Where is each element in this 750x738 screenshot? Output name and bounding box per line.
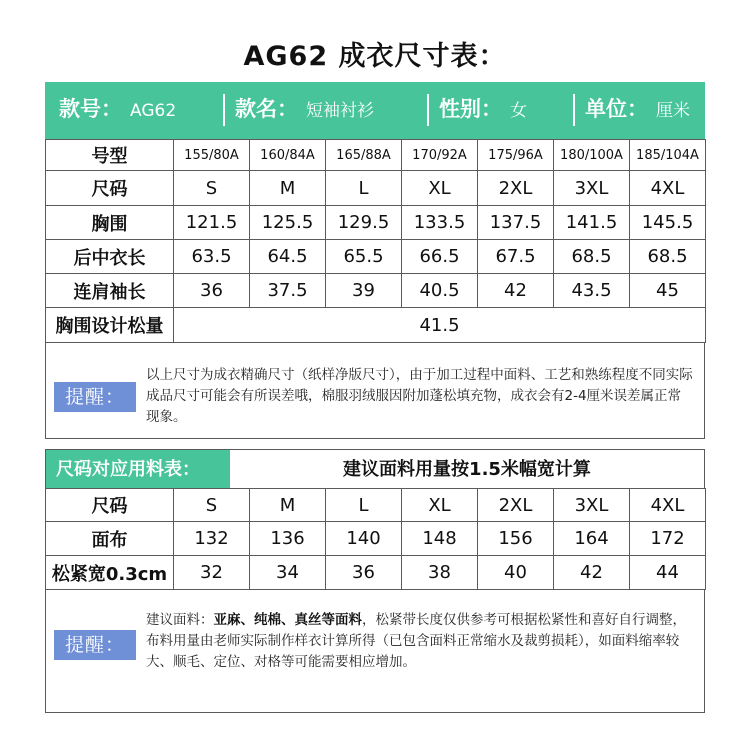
row-header: 号型 <box>46 140 174 171</box>
style-number-key: 款号： <box>59 97 122 121</box>
style-name-key: 款名： <box>235 97 298 121</box>
table-row <box>46 140 706 171</box>
fabric-header-bar <box>45 449 705 489</box>
table-cell: 156 <box>478 522 554 556</box>
table-cell: 170/92A <box>402 140 478 171</box>
table-cell: 66.5 <box>402 240 478 274</box>
table-row <box>46 522 706 556</box>
note-box <box>45 342 705 439</box>
table-cell: 2XL <box>478 489 554 522</box>
style-number-value: AG62 <box>130 101 177 121</box>
row-header: 胸围 <box>46 206 174 240</box>
ease-value: 41.5 <box>174 308 706 343</box>
table-cell: 40 <box>478 556 554 590</box>
reminder-badge: 提醒： <box>54 630 136 660</box>
note-prefix: 建议面料： <box>146 612 214 628</box>
unit-key: 单位： <box>585 97 648 121</box>
table-cell: 125.5 <box>250 206 326 240</box>
table-cell: 36 <box>326 556 402 590</box>
table-cell: 165/88A <box>326 140 402 171</box>
table-cell: 180/100A <box>554 140 630 171</box>
fabric-width-note: 建议面料用量按1.5米幅宽计算 <box>343 459 591 480</box>
table-cell: 133.5 <box>402 206 478 240</box>
table-row <box>46 171 706 206</box>
table-cell: L <box>326 171 402 206</box>
table-cell: 34 <box>250 556 326 590</box>
table-cell: L <box>326 489 402 522</box>
table-cell: 39 <box>326 274 402 308</box>
table-cell: 44 <box>630 556 706 590</box>
table-cell: S <box>174 489 250 522</box>
table-cell: 137.5 <box>478 206 554 240</box>
table-cell: 129.5 <box>326 206 402 240</box>
table-cell: 64.5 <box>250 240 326 274</box>
table-cell: M <box>250 171 326 206</box>
table-cell: 155/80A <box>174 140 250 171</box>
table-cell: 38 <box>402 556 478 590</box>
table-cell: XL <box>402 171 478 206</box>
gender-key: 性别： <box>439 97 502 121</box>
gender-value: 女 <box>510 101 527 121</box>
table-cell: 68.5 <box>630 240 706 274</box>
fabric-table <box>45 488 706 590</box>
recommended-fabrics: 亚麻、纯棉、真丝等面料 <box>213 612 362 628</box>
table-cell: 175/96A <box>478 140 554 171</box>
table-cell: 121.5 <box>174 206 250 240</box>
table-cell: 40.5 <box>402 274 478 308</box>
row-header: 面布 <box>46 522 174 556</box>
row-header: 尺码 <box>46 171 174 206</box>
unit-value: 厘米 <box>656 101 690 121</box>
table-row <box>46 489 706 522</box>
style-name <box>235 93 374 126</box>
style-name-value: 短袖衬衫 <box>306 101 374 121</box>
note-text <box>146 610 694 673</box>
note-body: ，松紧带长度仅供参考可根据松紧性和喜好自行调整，布料用量由老师实际制作样衣计算所得（已包含面料正常缩水及裁剪损耗），如面料缩率较大、顺毛、定位、对格等可能需要相应增加。 <box>146 612 686 670</box>
page-title: AG62 成衣尺寸表： <box>243 41 507 72</box>
row-header: 连肩袖长 <box>46 274 174 308</box>
table-cell: 4XL <box>630 171 706 206</box>
table-cell: 2XL <box>478 171 554 206</box>
table-cell: 148 <box>402 522 478 556</box>
table-row <box>46 308 706 343</box>
table-row <box>46 240 706 274</box>
table-cell: 42 <box>554 556 630 590</box>
table-cell: 45 <box>630 274 706 308</box>
table-cell: 3XL <box>554 171 630 206</box>
table-row <box>46 206 706 240</box>
note-box <box>45 590 705 713</box>
row-header: 胸围设计松量 <box>46 308 174 343</box>
table-cell: 4XL <box>630 489 706 522</box>
unit <box>585 93 690 126</box>
fabric-table-tag: 尺码对应用料表： <box>46 450 230 489</box>
size-table <box>45 139 706 343</box>
table-cell: 67.5 <box>478 240 554 274</box>
reminder-badge: 提醒： <box>54 382 136 412</box>
header-divider <box>223 94 225 126</box>
table-cell: 68.5 <box>554 240 630 274</box>
header-divider <box>427 94 429 126</box>
table-cell: 37.5 <box>250 274 326 308</box>
table-cell: 164 <box>554 522 630 556</box>
table-cell: 43.5 <box>554 274 630 308</box>
table-cell: 63.5 <box>174 240 250 274</box>
row-header: 松紧宽0.3cm <box>46 556 174 590</box>
table-cell: S <box>174 171 250 206</box>
header-divider <box>573 94 575 126</box>
product-header-bar <box>45 82 705 139</box>
row-header: 尺码 <box>46 489 174 522</box>
note-text: 以上尺寸为成衣精确尺寸（纸样净版尺寸），由于加工过程中面料、工艺和熟练程度不同实际成品尺寸可能会有所误差哦，棉服羽绒服因附加蓬松填充物，成衣会有2-4厘米误差属正常现象。 <box>146 367 693 425</box>
table-cell: M <box>250 489 326 522</box>
table-cell: 3XL <box>554 489 630 522</box>
style-number <box>59 93 176 126</box>
table-cell: 140 <box>326 522 402 556</box>
table-cell: 132 <box>174 522 250 556</box>
gender <box>439 93 527 126</box>
table-cell: 172 <box>630 522 706 556</box>
table-row <box>46 274 706 308</box>
table-cell: 185/104A <box>630 140 706 171</box>
row-header: 后中衣长 <box>46 240 174 274</box>
table-cell: 136 <box>250 522 326 556</box>
table-cell: 42 <box>478 274 554 308</box>
table-cell: 32 <box>174 556 250 590</box>
table-cell: 145.5 <box>630 206 706 240</box>
table-row <box>46 556 706 590</box>
table-cell: XL <box>402 489 478 522</box>
table-cell: 141.5 <box>554 206 630 240</box>
table-cell: 36 <box>174 274 250 308</box>
table-cell: 65.5 <box>326 240 402 274</box>
table-cell: 160/84A <box>250 140 326 171</box>
